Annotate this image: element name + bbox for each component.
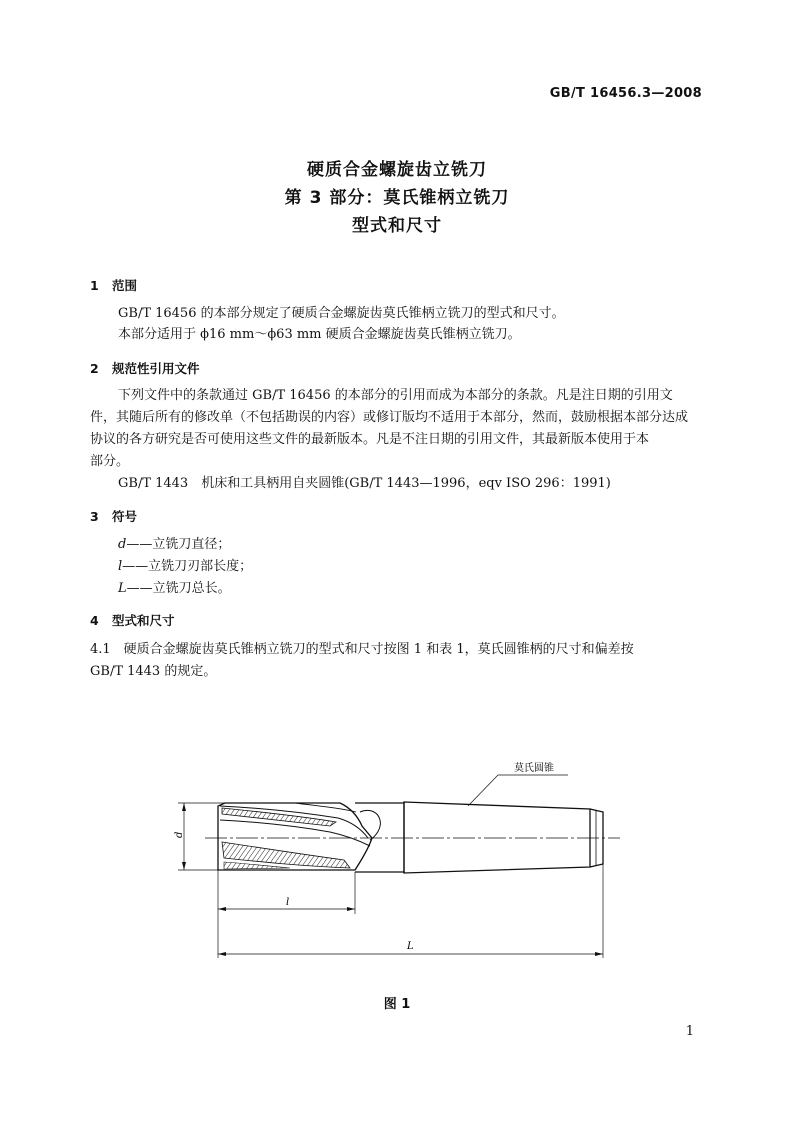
d-label: d — [174, 831, 185, 838]
L-label: L — [407, 941, 414, 952]
section-1-para-1: GB/T 16456 的本部分规定了硬质合金螺旋齿莫氏锥柄立铣刀的型式和尺寸。 — [118, 306, 565, 321]
title-line-1: 硬质合金螺旋齿立铣刀 — [307, 160, 487, 180]
section-1-number: 1 — [90, 278, 99, 293]
clause-4-1-line-1: 4.1 硬质合金螺旋齿莫氏锥柄立铣刀的型式和尺寸按图 1 和表 1，莫氏圆锥柄的尺寸和偏差按 — [90, 642, 634, 657]
symbol-l: l — [118, 559, 123, 574]
page-number: 1 — [685, 1024, 694, 1039]
symbol-d: d — [118, 537, 127, 552]
section-3-number: 3 — [90, 509, 99, 524]
section-2-reference: GB/T 1443 机床和工具柄用自夹圆锥(GB/T 1443—1996，eqv ISO 296：1991) — [118, 476, 611, 491]
section-2-line-3: 协议的各方研究是否可使用这些文件的最新版本。凡是不注日期的引用文件，其最新版本使用于本 — [90, 432, 650, 447]
taper-shank — [404, 802, 590, 873]
taper-leader-line — [468, 775, 498, 806]
section-1-title: 范围 — [112, 278, 138, 293]
d-arrow-bottom — [182, 862, 186, 870]
L-arrow-right — [595, 952, 603, 956]
section-3-title: 符号 — [112, 509, 138, 524]
section-2-line-1: 下列文件中的条款通过 GB/T 16456 的本部分的引用而成为本部分的条款。凡是注日期的引用文 — [118, 388, 673, 403]
symbol-l-desc: ——立铣刀刃部长度； — [122, 559, 253, 574]
title-line-2: 第 3 部分：莫氏锥柄立铣刀 — [284, 188, 510, 208]
l-label: l — [286, 897, 290, 908]
symbol-L-desc: ——立铣刀总长。 — [126, 581, 231, 596]
tool-neck — [355, 803, 404, 872]
section-1-para-2: 本部分适用于 ϕ16 mm～ϕ63 mm 硬质合金螺旋齿莫氏锥柄立铣刀。 — [118, 327, 521, 342]
section-4-title: 型式和尺寸 — [112, 613, 175, 628]
section-2-title: 规范性引用文件 — [112, 361, 200, 376]
L-arrow-left — [218, 952, 226, 956]
symbol-L: L — [118, 581, 127, 596]
taper-label: 莫氏圆锥 — [514, 763, 554, 774]
symbol-d-desc: ——立铣刀直径； — [126, 537, 231, 552]
section-4-number: 4 — [90, 613, 99, 628]
section-2-line-2: 件，其随后所有的修改单（不包括勘误的内容）或修订版均不适用于本部分，然而，鼓励根据本部分达成 — [90, 410, 689, 425]
title-line-3: 型式和尺寸 — [352, 216, 442, 236]
l-arrow-right — [347, 907, 355, 911]
figure-caption: 图 1 — [383, 997, 411, 1012]
l-arrow-left — [218, 907, 226, 911]
standard-code: GB/T 16456.3—2008 — [549, 86, 702, 101]
flute-2 — [220, 820, 370, 846]
d-arrow-top — [182, 803, 186, 811]
clause-4-1-line-2: GB/T 1443 的规定。 — [90, 664, 217, 679]
section-2-number: 2 — [90, 361, 99, 376]
section-2-line-4: 部分。 — [90, 454, 130, 469]
